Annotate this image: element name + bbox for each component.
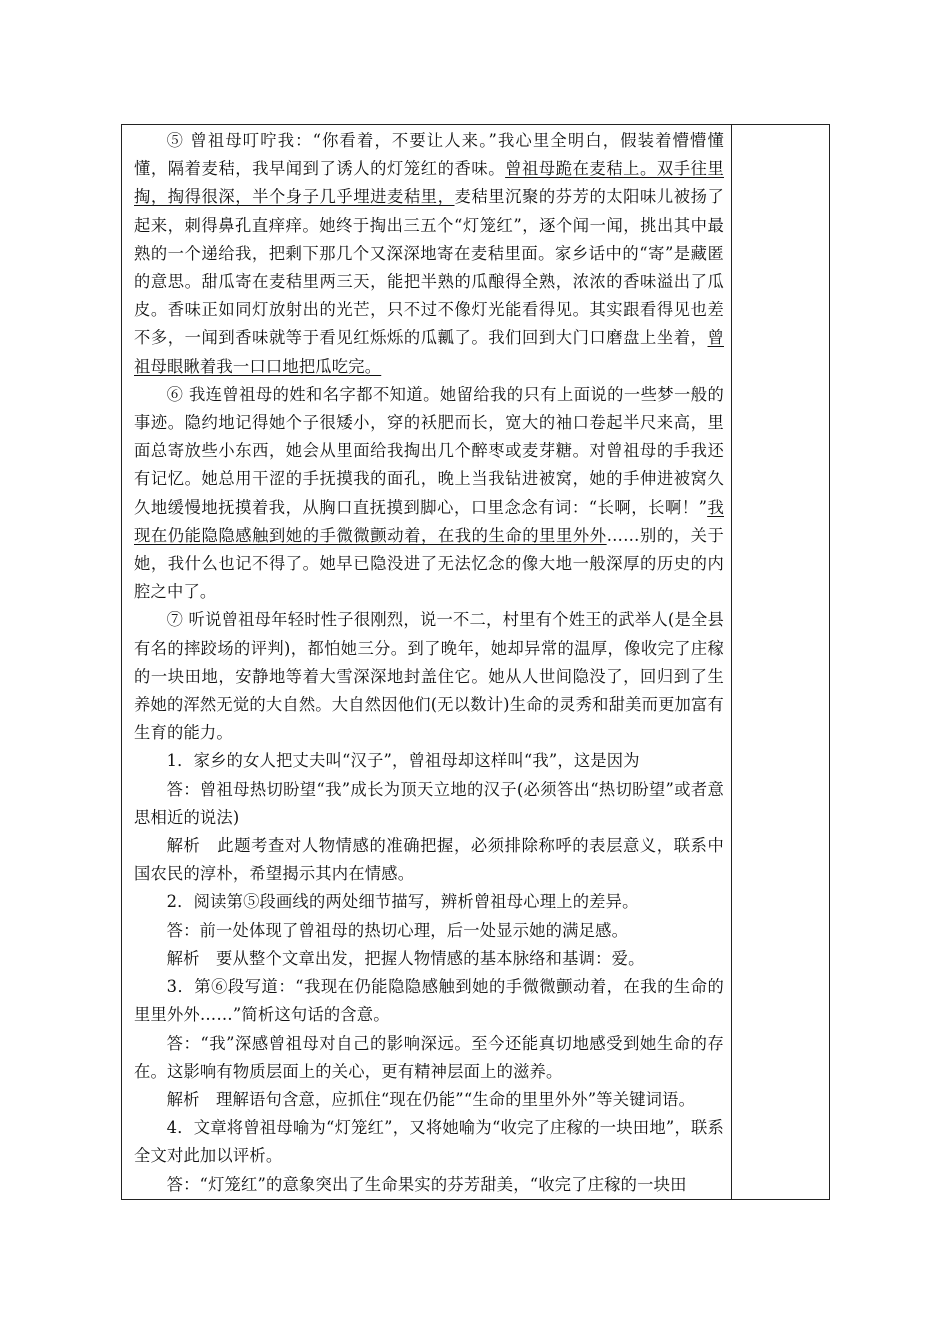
answer-4: 答：“灯笼红”的意象突出了生命果实的芬芳甜美，“收完了庄稼的一块田 xyxy=(166,1174,687,1194)
explanation-2: 解析 要从整个文章出发，把握人物情感的基本脉络和基调：爱。 xyxy=(166,948,645,968)
underlined-detail-2: 曾祖母眼瞅着我一口口地把瓜吃完。 xyxy=(134,328,724,376)
question-4: 4．文章将曾祖母喻为“灯笼红”，又将她喻为“收完了庄稼的一块田地”，联系全文对此加以评析。 xyxy=(134,1118,724,1166)
paragraph-6: ⑥ 我连曾祖母的姓和名字都不知道。她留给我的只有上面说的一些梦一般的事迹。隐约地记得她个子很矮小，穿的袄肥而长，宽大的袖口卷起半尺来高，里面总寄放些小东西，她会从里面给我掏出几个醉枣或麦芽糖。对曾祖母的手我还有记忆。她总用干涩的手抚摸我的面孔，晚上当我钻进被窝，她的手伸进被窝久久地缓慢地抚摸着我，从胸口直抚摸到脚心，口里念念有词：“长啊，长啊！”我现在仍能隐隐感触到她的手微微颤动着，在我的生命的里里外外……别的，关于她，我什么也记不得了。她早已隐没进了无法忆念的像大地一般深厚的历史的内腔之中了。 xyxy=(134,384,725,602)
content-cell xyxy=(122,125,732,1199)
paragraph-7: ⑦ 听说曾祖母年轻时性子很刚烈，说一不二，村里有个姓王的武举人(是全县有名的摔跤场的评判)，都怕她三分。到了晚年，她却异常的温厚，像收完了庄稼的一块田地，安静地等着大雪深深地封盖住它。她从人世间隐没了，回归到了生养她的浑然无觉的大自然。大自然因他们(无以数计)生命的灵秀和甜美而更加富有生育的能力。 xyxy=(134,610,724,743)
question-2: 2．阅读第⑤段画线的两处细节描写，辨析曾祖母心理上的差异。 xyxy=(166,892,639,912)
notes-cell xyxy=(732,125,829,1199)
answer-2: 答：前一处体现了曾祖母的热切心理，后一处显示她的满足感。 xyxy=(166,920,629,940)
underlined-detail-1: 曾祖母跪在麦秸上。双手往里掏，掏得很深，半个身子几乎埋进麦秸里， xyxy=(134,159,724,207)
document-table xyxy=(121,124,830,1200)
answer-3: 答：“我”深感曾祖母对自己的影响深远。至今还能真切地感受到她生命的存在。这影响有物质层面上的关心，更有精神层面上的滋养。 xyxy=(134,1033,724,1081)
question-1: 1．家乡的女人把丈夫叫“汉子”，曾祖母却这样叫“我”，这是因为 xyxy=(166,751,640,771)
explanation-1: 解析 此题考查对人物情感的准确把握，必须排除称呼的表层意义，联系中国农民的淳朴，希望揭示其内在情感。 xyxy=(134,836,724,884)
answer-1: 答：曾祖母热切盼望“我”成长为顶天立地的汉子(必须答出“热切盼望”或者意思相近的说法) xyxy=(134,779,724,827)
question-3: 3．第⑥段写道：“我现在仍能隐隐感触到她的手微微颤动着，在我的生命的里里外外……”简析这句话的含意。 xyxy=(134,977,724,1025)
explanation-3: 解析 理解语句含意，应抓住“现在仍能”“生命的里里外外”等关键词语。 xyxy=(166,1089,696,1109)
article-text xyxy=(134,127,724,1199)
paragraph-5: ⑤ 曾祖母叮咛我：“你看着，不要让人来。”我心里全明白，假装着懵懵懂懂，隔着麦秸，我早闻到了诱人的灯笼红的香味。曾祖母跪在麦秸上。双手往里掏，掏得很深，半个身子几乎埋进麦秸里，麦秸里沉聚的芬芳的太阳味儿被扬了起来，刺得鼻孔直痒痒。她终于掏出三五个“灯笼红”，逐个闻一闻，挑出其中最熟的一个递给我，把剩下那几个又深深地寄在麦秸里面。家乡话中的“寄”是藏匿的意思。甜瓜寄在麦秸里两三天，能把半熟的瓜酿得全熟，浓浓的香味溢出了瓜皮。香味正如同灯放射出的光芒，只不过不像灯光能看得见。其实跟看得见也差不多，一闻到香味就等于看见红烁烁的瓜瓤了。我们回到大门口磨盘上坐着，曾祖母眼瞅着我一口口地把瓜吃完。 xyxy=(134,131,724,376)
underlined-sentence: 我现在仍能隐隐感触到她的手微微颤动着，在我的生命的里里外外 xyxy=(134,497,724,545)
